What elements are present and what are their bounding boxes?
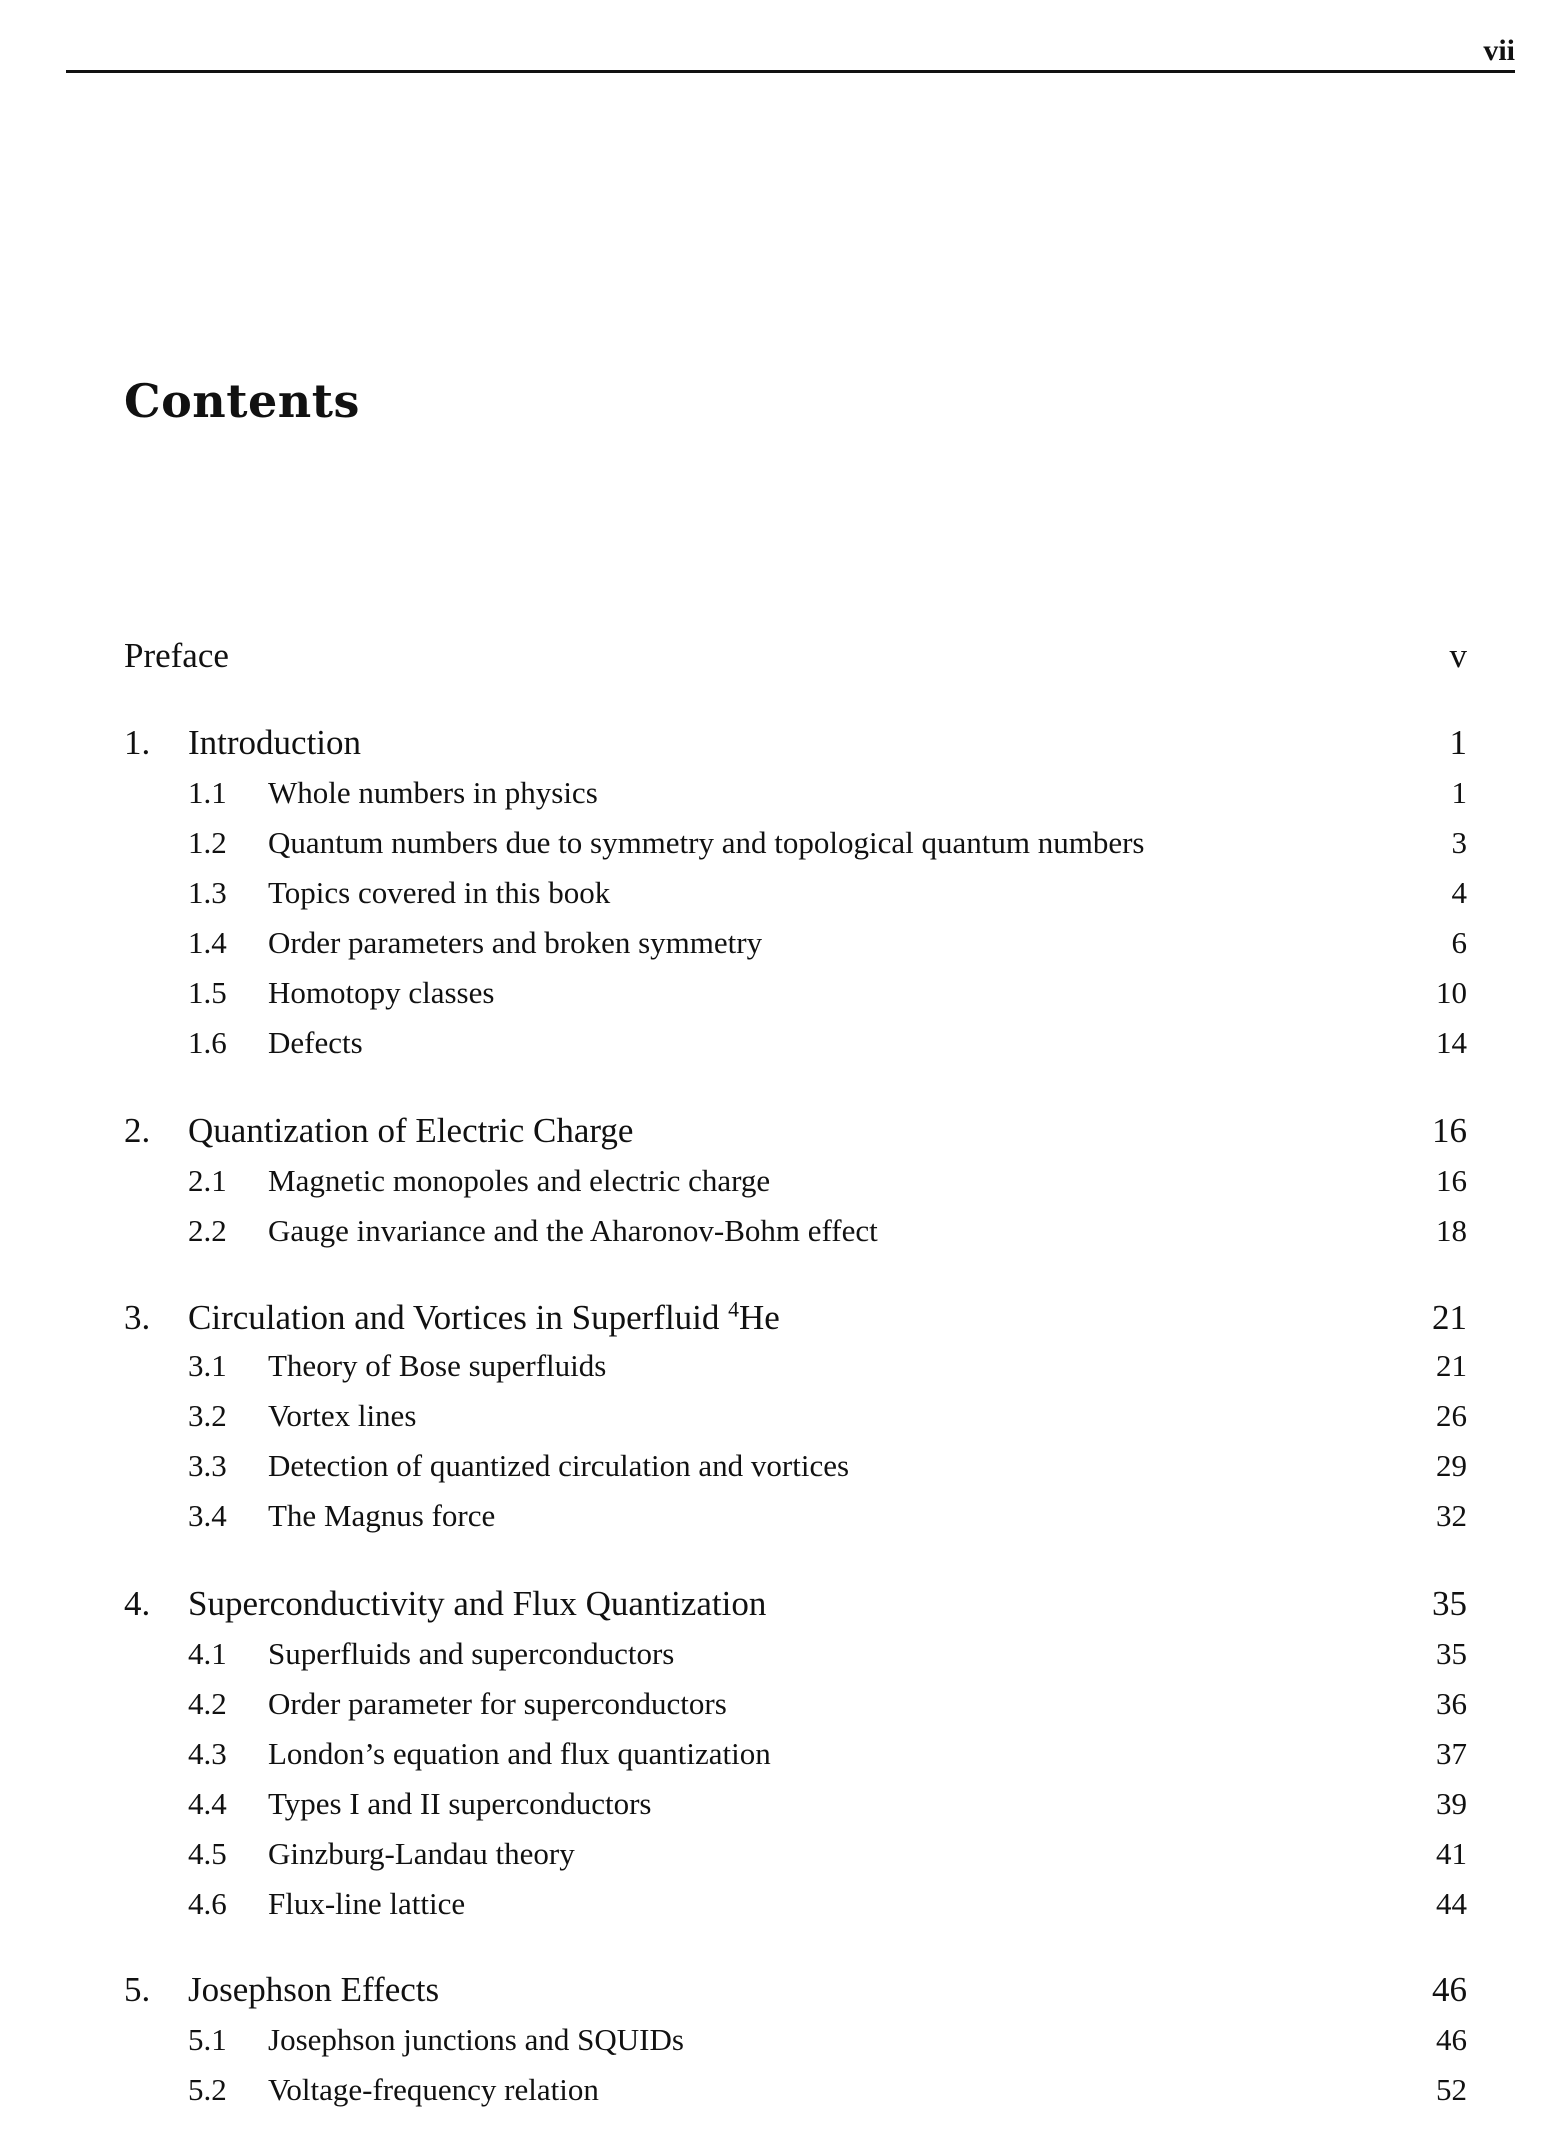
toc-section[interactable] xyxy=(124,825,1467,865)
toc-page-number: 35 xyxy=(1436,1636,1467,1671)
chapter-title: Quantization of Electric Charge xyxy=(188,1111,634,1150)
toc-page-number: 1 xyxy=(1449,723,1467,762)
section-number: 4.1 xyxy=(188,1636,227,1671)
toc-section[interactable] xyxy=(124,1025,1467,1065)
section-title: Detection of quantized circulation and vortices xyxy=(268,1448,850,1483)
toc-section[interactable] xyxy=(124,1886,1467,1926)
toc-page-number: v xyxy=(1449,636,1467,675)
toc-page-number: 36 xyxy=(1436,1686,1467,1721)
section-title: Ginzburg-Landau theory xyxy=(268,1836,575,1871)
toc-page-number: 26 xyxy=(1436,1398,1467,1433)
section-number: 1.5 xyxy=(188,975,227,1010)
section-number: 1.2 xyxy=(188,825,227,860)
chapter-number: 3. xyxy=(124,1298,151,1337)
toc-page-number: 21 xyxy=(1432,1298,1467,1337)
superscript-4: 4 xyxy=(728,1297,740,1322)
toc-chapter[interactable] xyxy=(124,1584,1467,1624)
section-title: Types I and II superconductors xyxy=(268,1786,652,1821)
chapter-title: Superconductivity and Flux Quantization xyxy=(188,1584,767,1623)
toc-chapter[interactable] xyxy=(124,723,1467,763)
toc-page-number: 39 xyxy=(1436,1786,1467,1821)
section-number: 3.2 xyxy=(188,1398,227,1433)
chapter-number: 2. xyxy=(124,1111,151,1150)
toc-page-number: 32 xyxy=(1436,1498,1467,1533)
page-title: Contents xyxy=(124,374,360,428)
section-number: 1.1 xyxy=(188,775,227,810)
toc-page-number: 16 xyxy=(1432,1111,1467,1150)
toc-section[interactable] xyxy=(124,1398,1467,1438)
section-number: 4.3 xyxy=(188,1736,227,1771)
chapter-title-suffix: He xyxy=(739,1298,780,1337)
section-title: Defects xyxy=(268,1025,363,1060)
toc-section[interactable] xyxy=(124,1498,1467,1538)
section-title: London’s equation and flux quantization xyxy=(268,1736,771,1771)
section-title: Superfluids and superconductors xyxy=(268,1636,675,1671)
toc-section[interactable] xyxy=(124,2022,1467,2062)
section-number: 2.2 xyxy=(188,1213,227,1248)
section-number: 5.1 xyxy=(188,2022,227,2057)
toc-page-number: 1 xyxy=(1451,775,1467,810)
toc-section[interactable] xyxy=(124,875,1467,915)
toc-title: Preface xyxy=(124,636,229,675)
toc-page-number: 46 xyxy=(1432,1970,1467,2009)
toc-section[interactable] xyxy=(124,775,1467,815)
section-title: Order parameters and broken symmetry xyxy=(268,925,763,960)
toc-page-number: 44 xyxy=(1436,1886,1467,1921)
section-title: Theory of Bose superfluids xyxy=(268,1348,607,1383)
toc-page-number: 35 xyxy=(1432,1584,1467,1623)
toc-section[interactable] xyxy=(124,1636,1467,1676)
toc-page-number: 46 xyxy=(1436,2022,1467,2057)
toc-section[interactable] xyxy=(124,925,1467,965)
section-number: 4.5 xyxy=(188,1836,227,1871)
toc-page-number: 18 xyxy=(1436,1213,1467,1248)
section-title: Josephson junctions and SQUIDs xyxy=(268,2022,684,2057)
section-number: 1.3 xyxy=(188,875,227,910)
section-number: 4.2 xyxy=(188,1686,227,1721)
toc-page-number: 29 xyxy=(1436,1448,1467,1483)
toc-section[interactable] xyxy=(124,1213,1467,1253)
chapter-title-text: Circulation and Vortices in Superfluid xyxy=(188,1298,729,1337)
section-number: 3.1 xyxy=(188,1348,227,1383)
toc-preface[interactable] xyxy=(124,636,1467,676)
section-number: 1.4 xyxy=(188,925,227,960)
chapter-number: 1. xyxy=(124,723,151,762)
toc-page-number: 6 xyxy=(1451,925,1467,960)
chapter-title: Josephson Effects xyxy=(188,1970,440,2009)
toc-page-number: 10 xyxy=(1436,975,1467,1010)
section-number: 4.6 xyxy=(188,1886,227,1921)
toc-section[interactable] xyxy=(124,1836,1467,1876)
section-title: The Magnus force xyxy=(268,1498,496,1533)
toc-page-number: 3 xyxy=(1451,825,1467,860)
toc-page-number: 41 xyxy=(1436,1836,1467,1871)
section-title: Voltage-frequency relation xyxy=(268,2072,599,2107)
section-number: 5.2 xyxy=(188,2072,227,2107)
toc-page-number: 21 xyxy=(1436,1348,1467,1383)
toc-chapter[interactable] xyxy=(124,1970,1467,2010)
section-number: 3.4 xyxy=(188,1498,227,1533)
section-title: Homotopy classes xyxy=(268,975,495,1010)
section-title: Flux-line lattice xyxy=(268,1886,466,1921)
toc-section[interactable] xyxy=(124,1448,1467,1488)
section-title: Vortex lines xyxy=(268,1398,417,1433)
section-title: Order parameter for superconductors xyxy=(268,1686,727,1721)
section-number: 1.6 xyxy=(188,1025,227,1060)
toc-section[interactable] xyxy=(124,1163,1467,1203)
toc-section[interactable] xyxy=(124,1786,1467,1826)
chapter-title: Introduction xyxy=(188,723,362,762)
chapter-title xyxy=(188,1298,1407,1338)
toc-section[interactable] xyxy=(124,1736,1467,1776)
section-title: Gauge invariance and the Aharonov-Bohm effect xyxy=(268,1213,878,1248)
section-title: Quantum numbers due to symmetry and topological quantum numbers xyxy=(268,825,1145,860)
toc-section[interactable] xyxy=(124,2072,1467,2112)
toc-chapter[interactable] xyxy=(124,1298,1467,1338)
toc-page-number: 4 xyxy=(1451,875,1467,910)
toc-page-number: 37 xyxy=(1436,1736,1467,1771)
section-number: 3.3 xyxy=(188,1448,227,1483)
chapter-number: 5. xyxy=(124,1970,151,2009)
page-number: vii xyxy=(1483,34,1515,67)
toc-chapter[interactable] xyxy=(124,1111,1467,1151)
section-title: Magnetic monopoles and electric charge xyxy=(268,1163,771,1198)
toc-section[interactable] xyxy=(124,975,1467,1015)
toc-section[interactable] xyxy=(124,1686,1467,1726)
section-title: Topics covered in this book xyxy=(268,875,611,910)
toc-page-number: 14 xyxy=(1436,1025,1467,1060)
toc-section[interactable] xyxy=(124,1348,1467,1388)
chapter-number: 4. xyxy=(124,1584,151,1623)
section-number: 2.1 xyxy=(188,1163,227,1198)
section-number: 4.4 xyxy=(188,1786,227,1821)
toc-page-number: 52 xyxy=(1436,2072,1467,2107)
toc-page-number: 16 xyxy=(1436,1163,1467,1198)
section-title: Whole numbers in physics xyxy=(268,775,598,810)
